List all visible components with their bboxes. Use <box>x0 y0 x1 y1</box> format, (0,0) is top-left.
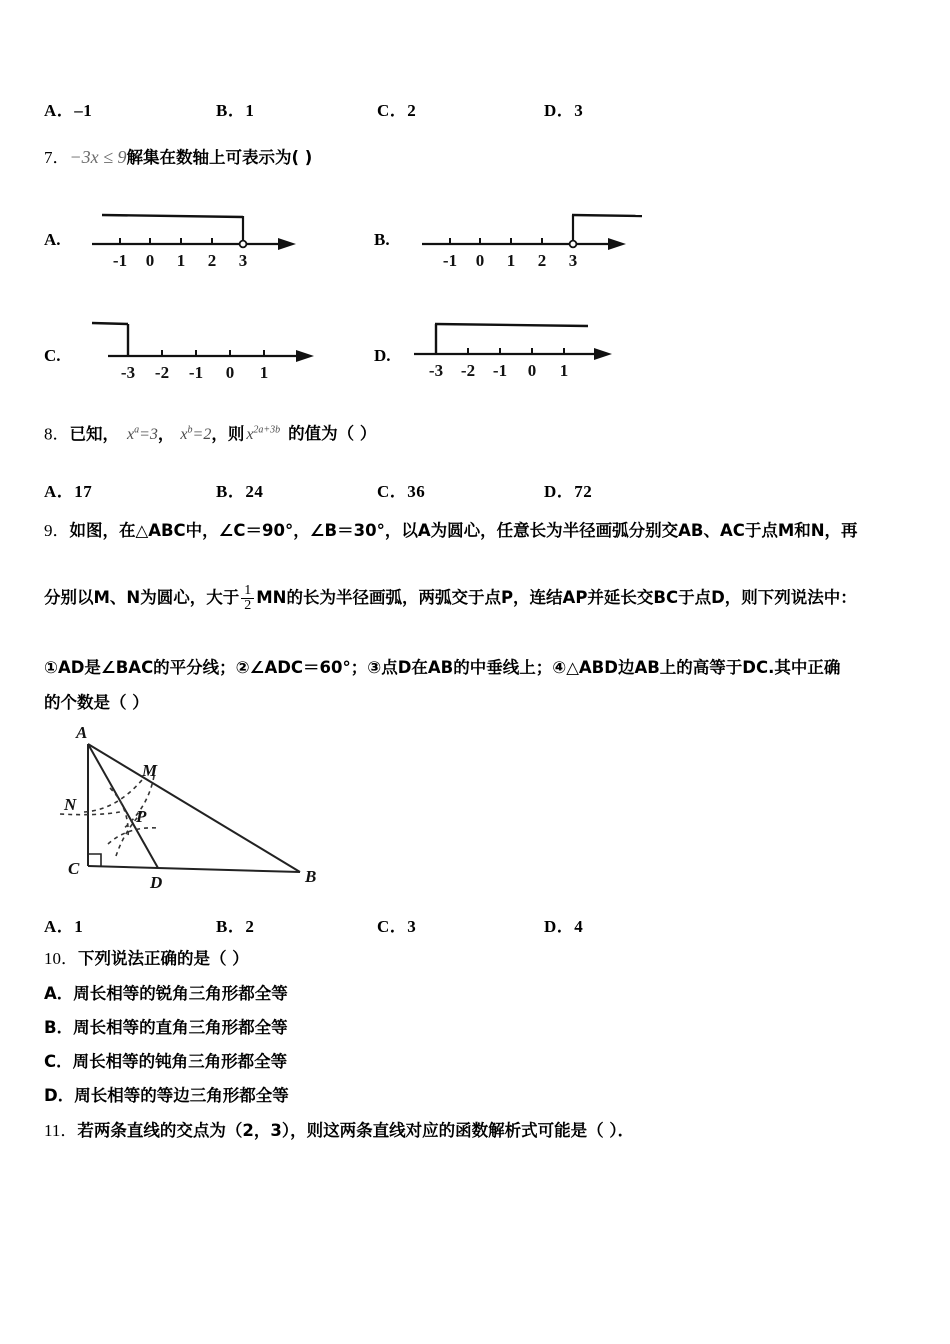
svg-text:0: 0 <box>475 251 485 270</box>
svg-text:1: 1 <box>176 251 186 270</box>
q6-option-b[interactable]: B．1 <box>216 101 255 120</box>
svg-text:-1: -1 <box>188 363 204 382</box>
q10-number: 10． <box>44 949 78 968</box>
q9-stem-line3 <box>44 655 840 681</box>
q6-options-row <box>44 96 904 122</box>
svg-text:N: N <box>64 795 77 814</box>
q11-number: 11． <box>44 1121 78 1140</box>
svg-text:2: 2 <box>537 251 547 270</box>
svg-text:-2: -2 <box>460 361 476 380</box>
q10-option-b-label: B．周长相等的直角三角形都全等 <box>44 1018 288 1037</box>
svg-text:-2: -2 <box>154 363 170 382</box>
q9-option-a[interactable]: A．1 <box>44 917 84 936</box>
svg-text:D: D <box>150 873 163 892</box>
number-line-c-ticklabels <box>80 358 330 388</box>
svg-text:P: P <box>136 807 147 826</box>
svg-text:1: 1 <box>559 361 569 380</box>
svg-text:-3: -3 <box>120 363 136 382</box>
q8-number: 8． <box>44 424 70 444</box>
q7-option-b-figure[interactable] <box>374 196 674 276</box>
number-line-b-ticklabels <box>410 246 660 276</box>
q10-option-a[interactable] <box>44 980 288 1004</box>
q10-stem-text: 下列说法正确的是（ ） <box>78 949 249 968</box>
q7-option-a-figure[interactable] <box>44 196 344 276</box>
q9-triangle-figure <box>50 726 340 896</box>
q6-option-a[interactable]: A．–1 <box>44 101 93 120</box>
q7-option-d-figure[interactable] <box>374 306 674 386</box>
q7-stem <box>44 144 312 171</box>
q9-option-b[interactable]: B．2 <box>216 917 255 936</box>
svg-text:M: M <box>142 761 158 780</box>
q9-line1-text: 如图，在△ABC中，∠C＝90°，∠B＝30°，以A为圆心，任意长为半径画弧分别交AB、AC于点M和N，再 <box>69 521 858 540</box>
q8-stem <box>44 418 376 448</box>
q8-option-b[interactable]: B．24 <box>216 482 264 501</box>
q10-option-d-label: D．周长相等的等边三角形都全等 <box>44 1086 289 1105</box>
q9-stem-line1 <box>44 518 858 544</box>
q9-options-row <box>44 912 904 938</box>
svg-text:-1: -1 <box>112 251 128 270</box>
q7-number: 7． <box>44 148 70 167</box>
q9-stem-line2 <box>44 583 857 614</box>
q8-comma-1: ， <box>157 424 175 444</box>
q11-stem-text: 若两条直线的交点为（2，3），则这两条直线对应的函数解析式可能是（ ）． <box>77 1121 635 1140</box>
q8-option-a[interactable]: A．17 <box>44 482 93 501</box>
q10-option-c-label: C．周长相等的钝角三角形都全等 <box>44 1052 288 1071</box>
q6-option-d[interactable]: D．3 <box>544 101 584 120</box>
svg-text:-1: -1 <box>442 251 458 270</box>
q8-option-c[interactable]: C．36 <box>377 482 426 501</box>
q9-line2-after: MN的长为半径画弧，两弧交于点P，连结AP并延长交BC于点D，则下列说法中： <box>256 588 857 607</box>
q9-line3-text: ①AD是∠BAC的平分线；②∠ADC＝60°；③点D在AB的中垂线上；④△ABD边AB上的高等于DC.其中正确 <box>44 658 841 677</box>
number-line-d-ticklabels <box>406 356 656 386</box>
svg-text:B: B <box>305 867 317 886</box>
q8-expression-3: $x^{2a+3b}$ <box>246 425 281 444</box>
svg-text:0: 0 <box>225 363 235 382</box>
q10-option-c[interactable] <box>44 1048 287 1072</box>
q9-option-c[interactable]: C．3 <box>377 917 417 936</box>
q8-options-row <box>44 477 904 503</box>
number-line-a-ticklabels <box>80 246 330 276</box>
q7-option-c-letter: C. <box>44 346 61 365</box>
svg-text:1: 1 <box>506 251 516 270</box>
svg-text:3: 3 <box>568 251 578 270</box>
q10-stem <box>44 946 249 972</box>
q8-text-2: 的值为（ ） <box>288 424 377 444</box>
svg-text:2: 2 <box>207 251 217 270</box>
q9-line4-text: 的个数是（ ） <box>44 693 149 712</box>
q8-expression-1: $x^a=3$ <box>127 425 158 444</box>
q8-option-d[interactable]: D．72 <box>544 482 593 501</box>
q9-stem-line4 <box>44 690 149 716</box>
q8-text-1: 已知， <box>69 424 119 444</box>
q7-option-d-letter: D. <box>374 346 391 365</box>
q10-option-b[interactable] <box>44 1014 288 1038</box>
q6-option-c[interactable]: C．2 <box>377 101 417 120</box>
q9-fraction-half: $\frac{1}{2}$ <box>241 584 254 614</box>
svg-text:-3: -3 <box>428 361 444 380</box>
q7-option-a-letter: A. <box>44 230 61 249</box>
q8-comma-2: ，则 <box>211 424 245 444</box>
svg-text:C: C <box>68 859 80 878</box>
q11-stem <box>44 1118 634 1144</box>
q7-formula: −3x ≤ 9 <box>69 147 127 167</box>
q9-number: 9． <box>44 521 70 540</box>
q9-option-d[interactable]: D．4 <box>544 917 584 936</box>
q10-option-a-label: A．周长相等的锐角三角形都全等 <box>44 984 288 1003</box>
svg-text:0: 0 <box>527 361 537 380</box>
svg-text:-1: -1 <box>492 361 508 380</box>
q8-expression-2: $x^b=2$ <box>180 425 212 444</box>
q10-option-d[interactable] <box>44 1082 289 1106</box>
q7-stem-text: 解集在数轴上可表示为( ) <box>126 148 313 167</box>
q7-option-b-letter: B. <box>374 230 390 249</box>
svg-text:0: 0 <box>145 251 155 270</box>
svg-text:3: 3 <box>238 251 248 270</box>
triangle-abc-diagram-icon <box>50 726 340 896</box>
q9-line2-before: 分别以M、N为圆心，大于 <box>44 588 240 607</box>
svg-text:A: A <box>76 726 88 742</box>
q7-option-c-figure[interactable] <box>44 306 344 386</box>
svg-text:1: 1 <box>259 363 269 382</box>
